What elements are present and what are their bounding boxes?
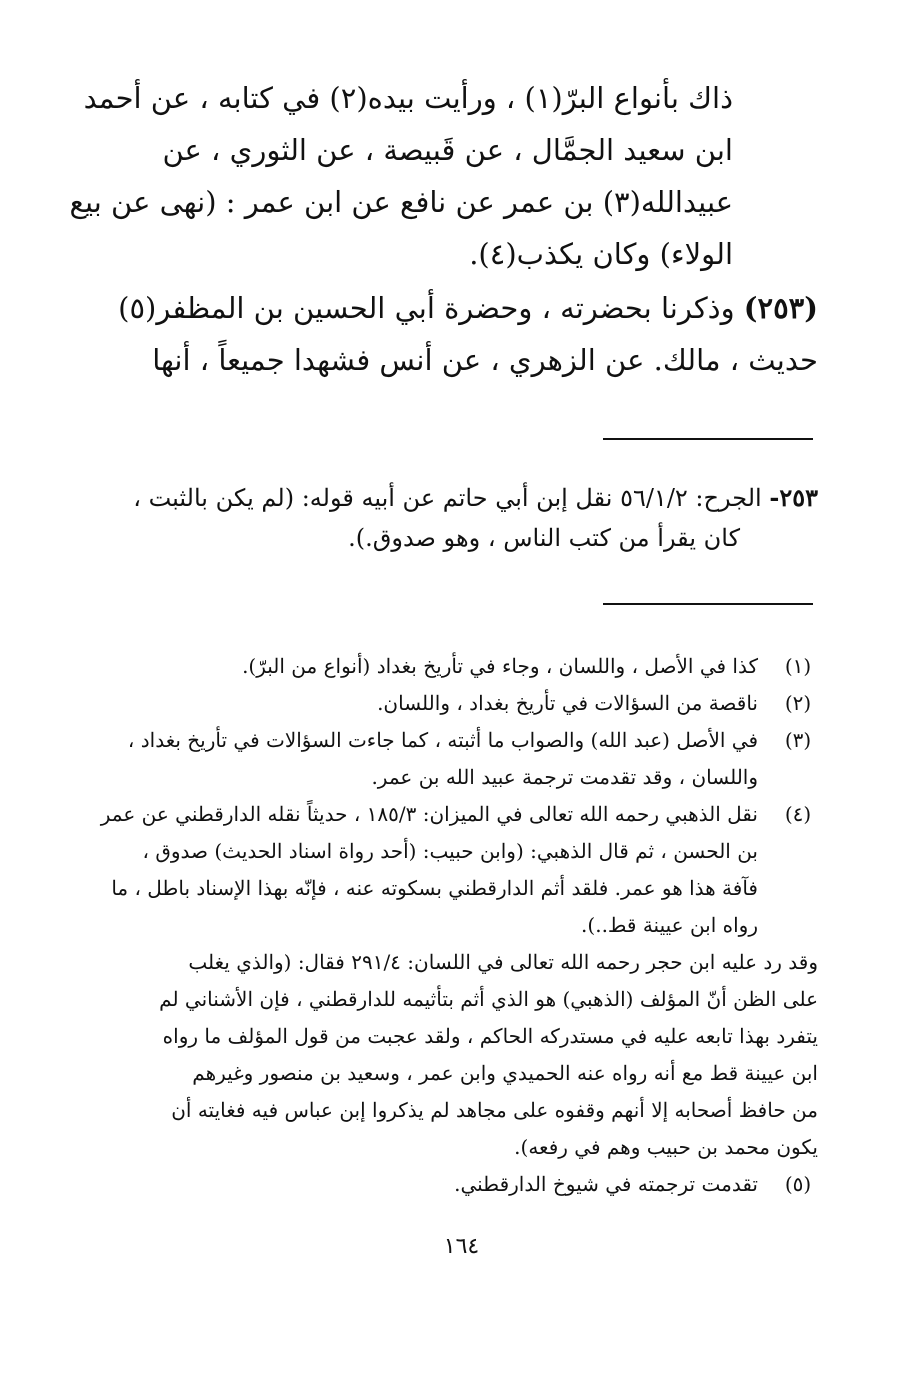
footnote-number: (١) [784, 654, 812, 678]
footnotes [100, 648, 818, 1203]
main-line: عبيدالله(٣) بن عمر عن نافع عن ابن عمر : (نهى عن بيع [69, 185, 733, 219]
main-line: ابن سعيد الجمَّال ، عن قَبيصة ، عن الثوري ، عن [162, 133, 733, 167]
footnote-4-continuation [103, 944, 818, 1166]
biography-note [103, 478, 818, 558]
footnote-line: فآفة هذا هو عمر. فلقد أثم الدارقطني بسكوته عنه ، فإنّه بهذا الإسناد باطل ، ما [111, 876, 758, 900]
footnote-line: كذا في الأصل ، واللسان ، وجاء في تأريخ بغداد (أنواع من البرّ). [242, 654, 758, 678]
footnote-line: يتفرد بهذا تابعه عليه في مستدركه الحاكم ، ولقد عجبت من قول المؤلف ما رواه [162, 1024, 818, 1048]
main-line: حديث ، مالك. عن الزهري ، عن أنس فشهدا جميعاً ، أنها [152, 343, 818, 377]
footnote-5 [103, 1166, 818, 1203]
footnote-line: ناقصة من السؤالات في تأريخ بغداد ، واللسان. [377, 691, 758, 715]
footnote-line: واللسان ، وقد تقدمت ترجمة عبيد الله بن عمر. [371, 765, 758, 789]
main-line: ذاك بأنواع البرّ(١) ، ورأيت بيده(٢) في كتابه ، عن أحمد [83, 81, 733, 115]
separator-rule [603, 603, 813, 605]
bio-line [103, 478, 818, 518]
footnote-4 [100, 796, 818, 944]
bio-line: كان يقرأ من كتب الناس ، وهو صدوق.). [348, 524, 740, 552]
footnote-line: يكون محمد بن حبيب وهم في رفعه). [514, 1135, 818, 1159]
entry-number: (٢٥٣) [743, 291, 818, 325]
bio-text: الجرح: ٥٦/١/٢ نقل إبن أبي حاتم عن أبيه قوله: (لم يكن بالثبت ، [133, 484, 762, 512]
footnote-line: بن الحسن ، ثم قال الذهبي: (وابن حبيب: (أحد رواة اسناد الحديث) صدوق ، [142, 839, 758, 863]
separator-rule [603, 438, 813, 440]
footnote-line: رواه ابن عيينة قط..). [581, 913, 758, 937]
main-paragraph-continued [69, 72, 733, 280]
page-number: ١٦٤ [443, 1234, 480, 1259]
footnote-line: على الظن أنّ المؤلف (الذهبي) هو الذي أثم بتأثيمه للدارقطني ، فإن الأشناني لم [159, 987, 818, 1011]
footnote-number: (٢) [784, 691, 812, 715]
footnote-line: في الأصل (عبد الله) والصواب ما أثبته ، كما جاءت السؤالات في تأريخ بغداد ، [127, 728, 758, 752]
entry-text: وذكرنا بحضرته ، وحضرة أبي الحسين بن المظفر(٥) [118, 291, 735, 325]
footnote-line: ابن عيينة قط مع أنه رواه عنه الحميدي وابن عمر ، وسعيد بن منصور وغيرهم [192, 1061, 818, 1085]
footnote-3 [103, 722, 818, 796]
footnote-line: وقد رد عليه ابن حجر رحمه الله تعالى في اللسان: ٢٩١/٤ فقال: (والذي يغلب [188, 950, 818, 974]
footnote-number: (٣) [784, 728, 812, 752]
footnote-number: (٥) [784, 1172, 812, 1196]
footnote-number: (٤) [784, 802, 812, 826]
main-line: الولاء) وكان يكذب(٤). [469, 237, 733, 271]
main-line [103, 282, 818, 334]
entry-253-paragraph [103, 282, 818, 386]
footnote-2 [103, 685, 818, 722]
footnote-line: من حافظ أصحابه إلا أنهم وقفوه على مجاهد لم يذكروا إبن عباس فيه فغايته أن [171, 1098, 818, 1122]
footnote-line: تقدمت ترجمته في شيوخ الدارقطني. [454, 1172, 758, 1196]
footnote-line: نقل الذهبي رحمه الله تعالى في الميزان: ١٨٥/٣ ، حديثاً نقله الدارقطني عن عمر [100, 802, 758, 826]
bio-number: ٢٥٣- [769, 483, 818, 512]
footnote-1 [103, 648, 818, 685]
